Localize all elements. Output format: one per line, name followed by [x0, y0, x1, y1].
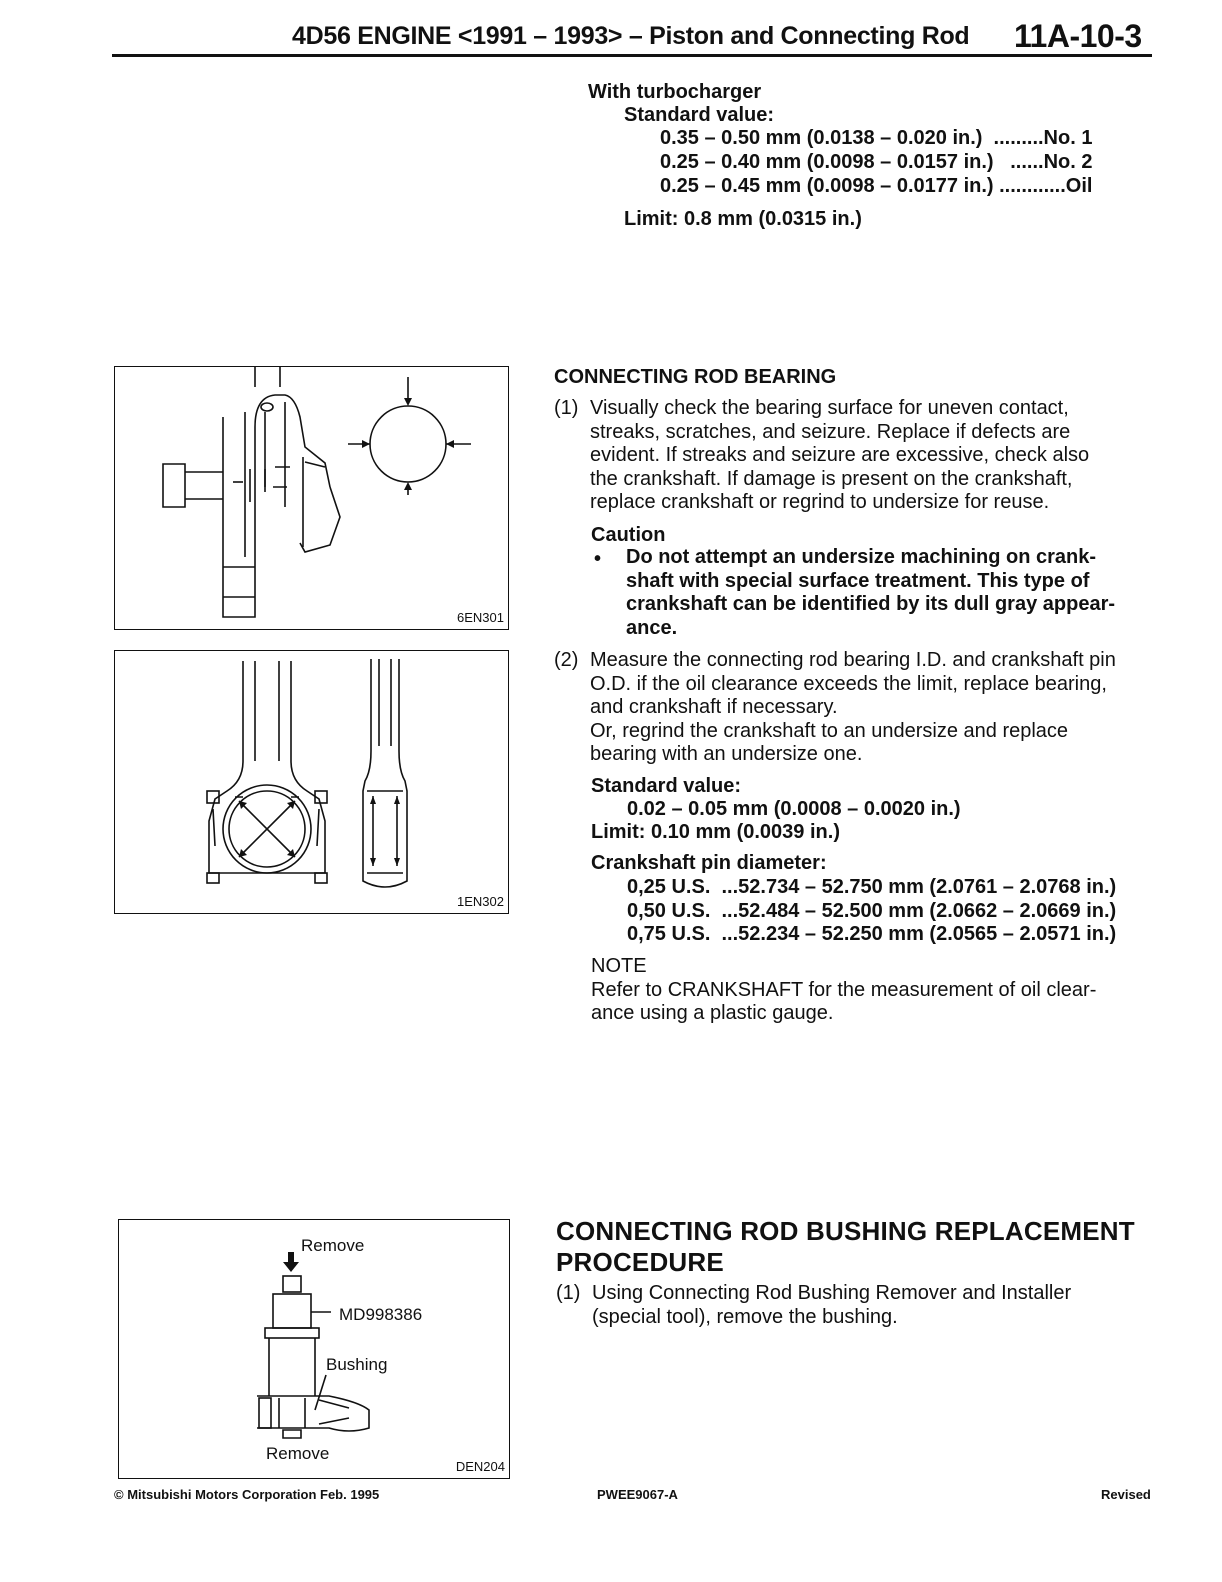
note-text-line: Refer to CRANKSHAFT for the measurement of oil clear-: [591, 979, 1097, 1001]
footer-status: Revised: [1101, 1487, 1151, 1502]
pin-diameter-line: 0,75 U.S. ...52.234 – 52.250 mm (2.0565 – 2.0571 in.): [627, 923, 1117, 945]
step-text-line: replace crankshaft or regrind to undersize for reuse.: [590, 491, 1050, 513]
footer-doc-code: PWEE9067-A: [597, 1487, 678, 1502]
figure-code: DEN204: [455, 1459, 505, 1474]
label-remove-bottom: Remove: [266, 1444, 330, 1463]
figure-code: 1EN302: [457, 894, 504, 909]
turbo-limit: Limit: 0.8 mm (0.0315 in.): [624, 208, 862, 230]
page-number: 11A-10-3: [1014, 18, 1142, 54]
step-text-line: Or, regrind the crankshaft to an undersize and replace: [590, 719, 1069, 742]
caution-text-line: ance.: [626, 616, 678, 639]
section-heading-bushing: [556, 1216, 1135, 1278]
figure-bushing-removal: [118, 1219, 510, 1479]
bearing-step-2: [554, 649, 1164, 769]
step-text-line: bearing with an undersize one.: [590, 743, 863, 765]
step-text-line: O.D. if the oil clearance exceeds the limit, replace bearing,: [590, 672, 1107, 695]
page-header-title: 4D56 ENGINE <1991 – 1993> – Piston and Connecting Rod: [292, 22, 970, 50]
pin-diameter-line: 0,50 U.S. ...52.484 – 52.500 mm (2.0662 – 2.0669 in.): [627, 900, 1117, 922]
bearing-inspection-drawing: [115, 367, 508, 629]
caution-text-line: Do not attempt an undersize machining on crank-: [626, 546, 1097, 568]
step-text-line: the crankshaft. If damage is present on the crankshaft,: [590, 467, 1073, 490]
label-remove-top: Remove: [301, 1236, 365, 1255]
heading-line: CONNECTING ROD BUSHING REPLACEMENT: [556, 1216, 1135, 1246]
caution-text-line: shaft with special surface treatment. This type of: [626, 569, 1090, 592]
figure-bearing-measurement: [114, 650, 509, 914]
label-tool-number: MD998386: [339, 1305, 423, 1324]
step-number: (1): [556, 1282, 581, 1304]
bearing-standard-label: Standard value:: [591, 775, 742, 797]
figure-bearing-inspection: [114, 366, 509, 630]
step-text-line: evident. If streaks and seizure are excessive, check also: [590, 444, 1090, 466]
pin-diameter-line: 0,25 U.S. ...52.734 – 52.750 mm (2.0761 – 2.0768 in.): [627, 876, 1117, 898]
step-text-line: Using Connecting Rod Bushing Remover and Installer: [592, 1282, 1072, 1304]
bushing-step-1: [556, 1282, 1166, 1332]
caution-text-line: crankshaft can be identified by its dull gray appear-: [626, 593, 1116, 615]
step-text-line: Measure the connecting rod bearing I.D. and crankshaft pin: [590, 649, 1116, 671]
bearing-measurement-drawing: [115, 651, 508, 913]
turbo-spec-line: 0.25 – 0.45 mm (0.0098 – 0.0177 in.) ............Oil: [660, 175, 1093, 197]
note-label: NOTE: [591, 955, 647, 977]
turbo-spec-line: 0.35 – 0.50 mm (0.0138 – 0.020 in.) .........No. 1: [660, 127, 1093, 149]
turbo-spec-line: 0.25 – 0.40 mm (0.0098 – 0.0157 in.) ......No. 2: [660, 151, 1093, 173]
caution-text: [626, 546, 1115, 640]
step-text-line: Visually check the bearing surface for uneven contact,: [590, 397, 1069, 419]
label-bushing: Bushing: [326, 1355, 388, 1374]
heading-line: PROCEDURE: [556, 1247, 724, 1277]
bushing-removal-drawing: [119, 1220, 509, 1478]
header-rule: [112, 54, 1152, 57]
note-text-line: ance using a plastic gauge.: [591, 1002, 834, 1024]
step-text-line: and crankshaft if necessary.: [590, 696, 838, 718]
step-number: (1): [554, 397, 579, 419]
section-heading-bearing: CONNECTING ROD BEARING: [554, 366, 837, 388]
bearing-limit: Limit: 0.10 mm (0.0039 in.): [591, 821, 840, 843]
figure-code: 6EN301: [457, 610, 504, 625]
step-number: (2): [554, 649, 579, 671]
step-text-line: streaks, scratches, and seizure. Replace if defects are: [590, 420, 1071, 443]
bearing-standard-value: 0.02 – 0.05 mm (0.0008 – 0.0020 in.): [627, 798, 961, 820]
step-text-line: (special tool), remove the bushing.: [592, 1305, 898, 1328]
turbo-standard-label: Standard value:: [624, 104, 775, 126]
turbo-heading: With turbocharger: [588, 81, 762, 103]
bearing-step-1: [554, 397, 1164, 517]
footer-copyright: © Mitsubishi Motors Corporation Feb. 1995: [114, 1487, 380, 1502]
caution-label: Caution: [591, 524, 666, 546]
caution-bullet: •: [594, 548, 602, 570]
pin-diameter-label: Crankshaft pin diameter:: [591, 852, 827, 874]
